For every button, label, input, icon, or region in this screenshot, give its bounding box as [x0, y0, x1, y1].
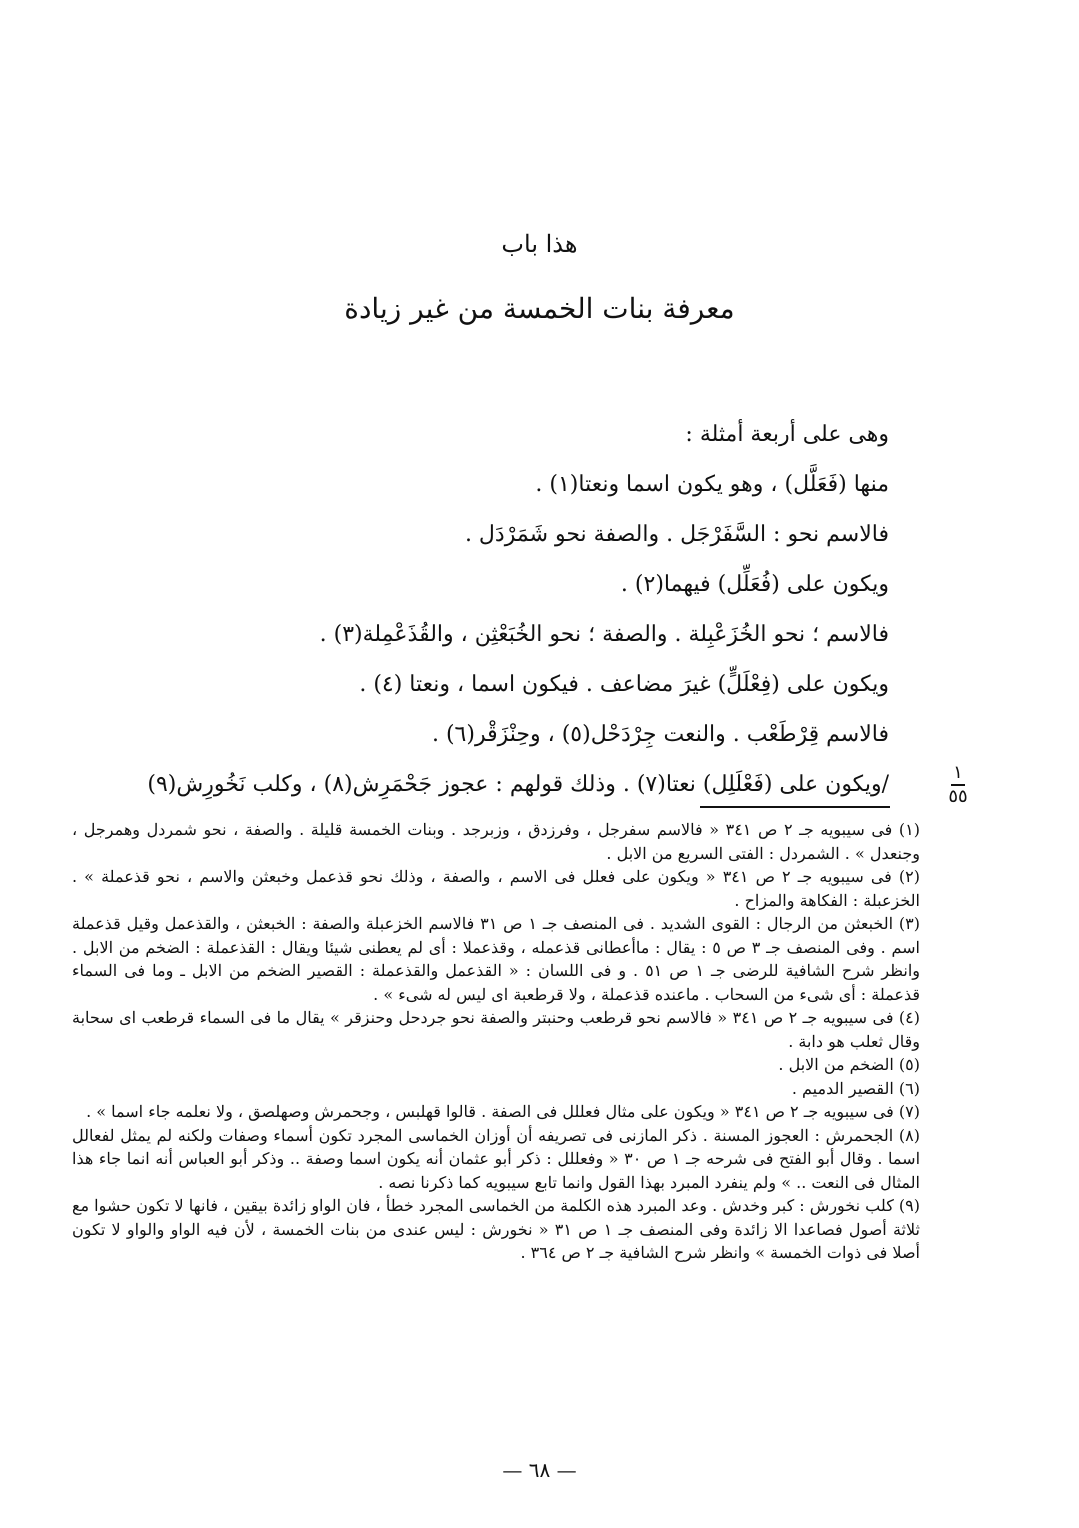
footnote: (٧) فى سيبويه جـ ٢ ص ٣٤١ « ويكون على مثال فعللل فى الصفة . قالوا قهلبس ، وجحمرش وصهلصق ، ولا نعلمه جاء اسما » .	[86, 1102, 920, 1121]
text-line: منها (فَعَلَّل) ، وهو يكون اسما ونعتا(١) .	[535, 472, 889, 497]
text-line: فالاسم قِرْطَعْب . والنعت جِرْدَحْل(٥) ، وحِنْزَقْر(٦) .	[431, 722, 889, 747]
manuscript-folio-note	[938, 762, 978, 808]
footnote: (٩) كلب نخورش : كبر وخدش . وعد المبرد هذه الكلمة من الخماسى المجرد خطأ ، فان الواو زائدة بيقين ، فانها لا تكون حشوا مع ثلاثة أصول فصاعدا الا زائدة وفى المنصف جـ ١ ص ٣١ « نخورش : ليس عندى من بنات الخمسة ، لأن فيه الواو والواو لا تكون أصلا فى ذوات الخمسة » وانظر شرح الشافية جـ ٢ ص ٣٦٤ .	[72, 1196, 920, 1262]
footnotes	[72, 818, 920, 1265]
footnote: (١) فى سيبويه جـ ٢ ص ٣٤١ « فالاسم سفرجل ، وفرزدق ، وزبرجد . وبنات الخمسة قليلة . والصفة ، نحو شمردل وهمرجل ، وجنعدل » . الشمردل : الفتى السريع من الابل .	[72, 820, 921, 863]
text-line: /ويكون على (فَعْلَلِل) نعتا(٧) . وذلك قولهم : عجوز جَحْمَرِش(٨) ، وكلب نَخُورِش(٩)	[147, 772, 889, 797]
folio-number-top: ١	[953, 762, 963, 783]
chapter-title: معرفة بنات الخمسة من غير زيادة	[344, 292, 735, 325]
footnote: (٥) الضخم من الابل .	[778, 1055, 920, 1074]
chapter-heading: هذا باب	[501, 230, 578, 258]
footnote: (٨) الجحمرش : العجوز المسنة . ذكر المازنى فى تصريفه أن أوزان الخماسى المجرد تكون أسماء وصفات ولكنه لم يمثل لفعالل اسما . وقال أبو الفتح فى شرحه جـ ١ ص ٣٠ « وفعللل : ذكر أبو عثمان أنه يكون اسما وصفة .. وذكر أبو العباس أنه انما جاء هذا المثال فى النعت .. » ولم ينفرد المبرد بهذا القول وانما تابع سيبويه كما ذكرنا نصه .	[72, 1125, 921, 1192]
text-line: فالاسم ؛ نحو الخُزَعْبِلة . والصفة ؛ نحو الخُبَعْثِن ، والقُذَعْمِلة(٣) .	[319, 622, 889, 647]
text-line: ويكون على (فِعْلَلٍّ) غيرَ مضاعف . فيكون اسما ، ونعتا (٤) .	[359, 672, 889, 697]
footnote: (٢) فى سيبويه جـ ٢ ص ٣٤١ « ويكون على فعلل فى الاسم ، والصفة ، وذلك نحو قذعمل وخبعثن والاسم ، نحو قذعملة » . الخزعبلة : الفكاهة والمزاح .	[72, 867, 921, 910]
text-line: فالاسم نحو : السَّفَرْجَل . والصفة نحو شَمَرْدَل .	[464, 522, 889, 547]
page-number: — ٦٨ —	[502, 1458, 577, 1482]
text-line: وهى على أربعة أمثلة :	[685, 422, 889, 447]
footnote: (٣) الخبعثن من الرجال : القوى الشديد . فى المنصف جـ ١ ص ٣١ فالاسم الخزعبلة والصفة : الخبعثن ، والقذعمل وقيل قذعملة اسم . وفى المنصف جـ ٣ ص ٥ : يقال : ماأعطانى قذعمله ، وقذعملا : أى لم يعطنى شيئا ويقال : القذعملة : الضخم من الابل . وانظر شرح الشافية للرضى جـ ١ ص ٥١ . و فى اللسان : « القذعمل والقذعملة : القصير الضخم من الابل ـ وما فى السماء قذعملة : أى شىء من السحاب . ماعنده قذعملة ، ولا قرطعبة اى ليس له شىء » .	[72, 914, 921, 1004]
folio-number-bottom: ٥٥	[948, 786, 968, 807]
text-line: ويكون على (فُعَلِّل) فيهما(٢) .	[620, 572, 889, 597]
main-text	[49, 410, 889, 810]
footnote: (٤) فى سيبويه جـ ٢ ص ٣٤١ « فالاسم نحو قرطعب وحنبتر والصفة نحو جردحل وحنزقر » يقال ما فى السماء قرطعب اى سحابة وقال ثعلب هو دابة .	[72, 1008, 921, 1051]
footnote: (٦) القصير الدميم .	[791, 1078, 920, 1098]
footnote-separator	[700, 806, 890, 808]
